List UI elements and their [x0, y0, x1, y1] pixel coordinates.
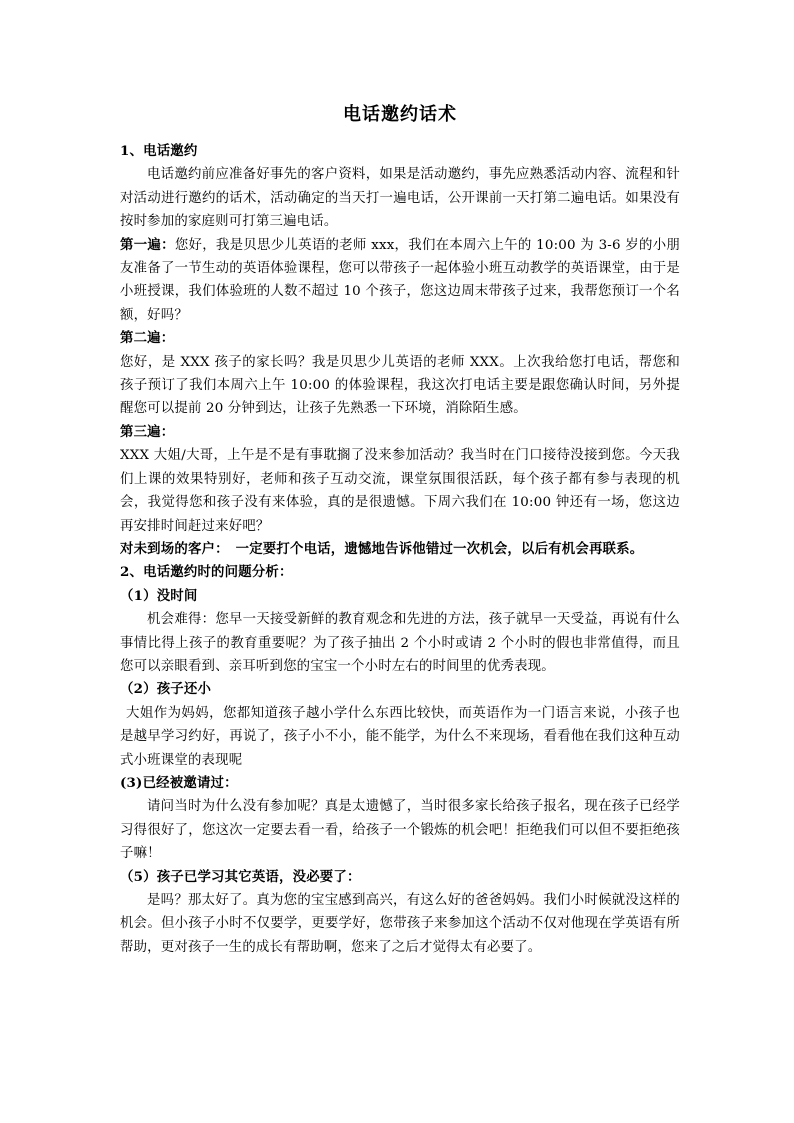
q1-heading: （1）没时间 — [120, 587, 198, 604]
q1-text: 机会难得：您早一天接受新鲜的教育观念和先进的方法，孩子就早一天受益，再说有什么事情比得上孩子的教育重要呢？为了孩子抽出 2 个小时或请 2 个小时的假也非常值得，而且您可以亲眼看到、亲耳听到您的宝宝一个小时左右的时间里的优秀表现。 — [120, 612, 680, 674]
absent-customer-note: 对未到场的客户： 一定要打个电话，遗憾地告诉他错过一次机会，以后有机会再联系。 — [120, 540, 644, 557]
document-title: 电话邀约话术 — [343, 104, 457, 125]
section2-heading: 2、电话邀约时的问题分析： — [120, 564, 293, 581]
third-call-text: XXX 大姐/大哥，上午是不是有事耽搁了没来参加活动？我当时在门口接待没接到您。今天我们上课的效果特别好，老师和孩子互动交流，课堂氛围很活跃，每个孩子都有参与表现的机会，我觉得您和孩子没有来体验，真的是很遗憾。下周六我们在 10:00 钟还有一场，您这边再安排时间赶过来好吧？ — [120, 448, 680, 534]
q3-heading: (3)已经被邀请过： — [120, 774, 238, 791]
first-call-paragraph — [120, 234, 680, 328]
section1-heading: 1、电话邀约 — [120, 143, 198, 159]
first-call-label: 第一遍： — [120, 236, 175, 253]
q2-heading: （2）孩子还小 — [120, 681, 212, 698]
q2-text: 大姐作为妈妈，您都知道孩子越小学什么东西比较快，而英语作为一门语言来说，小孩子也是越早学习约好，再说了，孩子小不小，能不能学，为什么不来现场，看看他在我们这种互动式小班课堂的表现呢 — [120, 705, 680, 768]
section1-intro: 电话邀约前应准备好事先的客户资料，如果是活动邀约，事先应熟悉活动内容、流程和针对活动进行邀约的话术，活动确定的当天打一遍电话，公开课前一天打第二遍电话。如果没有按时参加的家庭则可打第三遍电话。 — [120, 167, 680, 230]
second-call-label: 第二遍： — [120, 330, 175, 347]
q5-heading: （5）孩子已学习其它英语，没必要了： — [120, 868, 361, 885]
first-call-text: 您好，我是贝思少儿英语的老师 xxx，我们在本周六上午的 10:00 为 3-6 岁的小朋友准备了一节生动的英语体验课程，您可以带孩子一起体验小班互动教学的英语课堂，由于是小班授课，我们体验班的人数不超过 10 个孩子，您这边周末带孩子过来，我帮您预订一个名额，好吗？ — [120, 237, 680, 323]
q5-text: 是吗？那太好了。真为您的宝宝感到高兴，有这么好的爸爸妈妈。我们小时候就没这样的机会。但小孩子小时不仅要学，更要学好，您带孩子来参加这个活动不仅对他现在学英语有所帮助，更对孩子一生的成长有帮助啊，您来了之后才觉得太有必要了。 — [120, 893, 680, 955]
document-page — [120, 100, 680, 959]
second-call-text: 您好，是 XXX 孩子的家长吗？我是贝思少儿英语的老师 XXX。上次我给您打电话，帮您和孩子预订了我们本周六上午 10:00 的体验课程，我这次打电话主要是跟您确认时间，另外提醒您可以提前 20 分钟到达，让孩子先熟悉一下环境，消除陌生感。 — [120, 354, 680, 417]
q3-text: 请问当时为什么没有参加呢？真是太遗憾了，当时很多家长给孩子报名，现在孩子已经学习得很好了，您这次一定要去看一看，给孩子一个锻炼的机会吧！拒绝我们可以但不要拒绝孩子嘛！ — [120, 799, 680, 862]
third-call-label: 第三遍： — [120, 423, 175, 440]
